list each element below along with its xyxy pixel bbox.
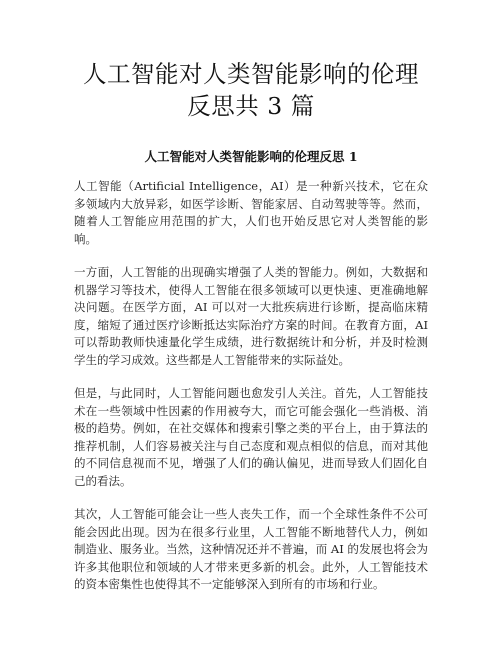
paragraph-concerns: 但是，与此同时，人工智能问题也愈发引人关注。首先，人工智能技术在一些领域中性因素的作用被夸大，而它可能会强化一些消极、消极的趋势。例如，在社交媒体和搜索引擎之类的平台上，由于算法的推荐机制，人们容易被关注与自己态度和观点相似的信息，而对其他的不同信息视而不见，增强了人们的确认偏见，进而导致人们固化自己的看法。 xyxy=(74,386,428,488)
paragraph-benefits: 一方面，人工智能的出现确实增强了人类的智能力。例如，大数据和机器学习等技术，使得人工智能在很多领域可以更快速、更准确地解决问题。在医学方面，AI 可以对一大批疾病进行诊断，提高临床精度，缩短了通过医疗诊断抵达实际治疗方案的时间。在教育方面，AI 可以帮助教师快速量化学生成绩，进行数据统计和分析，并及时检测学生的学习成效。这些都是人工智能带来的实际益处。 xyxy=(74,265,428,367)
paragraph-employment: 其次，人工智能可能会让一些人丧失工作，而一个全球性条件不公可能会因此出现。因为在很多行业里，人工智能不断地替代人力，例如制造业、服务业。当然，这种情况还并不普遍，而 AI 的发展也将会为许多其他职位和领域的人才带来更多新的机会。此外，人工智能技术的资本密集性也使得其不一定能够深入到所有的市场和行业。 xyxy=(74,507,428,591)
document-title: 人工智能对人类智能影响的伦理反思共 3 篇 xyxy=(83,60,419,120)
paragraph-intro: 人工智能（Artificial Intelligence，AI）是一种新兴技术，它在众多领域内大放异彩，如医学诊断、智能家居、自动驾驶等等。然而，随着人工智能应用范围的扩大，人们也开始反思它对人类智能的影响。 xyxy=(74,179,428,246)
section-title: 人工智能对人类智能影响的伦理反思 1 xyxy=(144,149,358,164)
